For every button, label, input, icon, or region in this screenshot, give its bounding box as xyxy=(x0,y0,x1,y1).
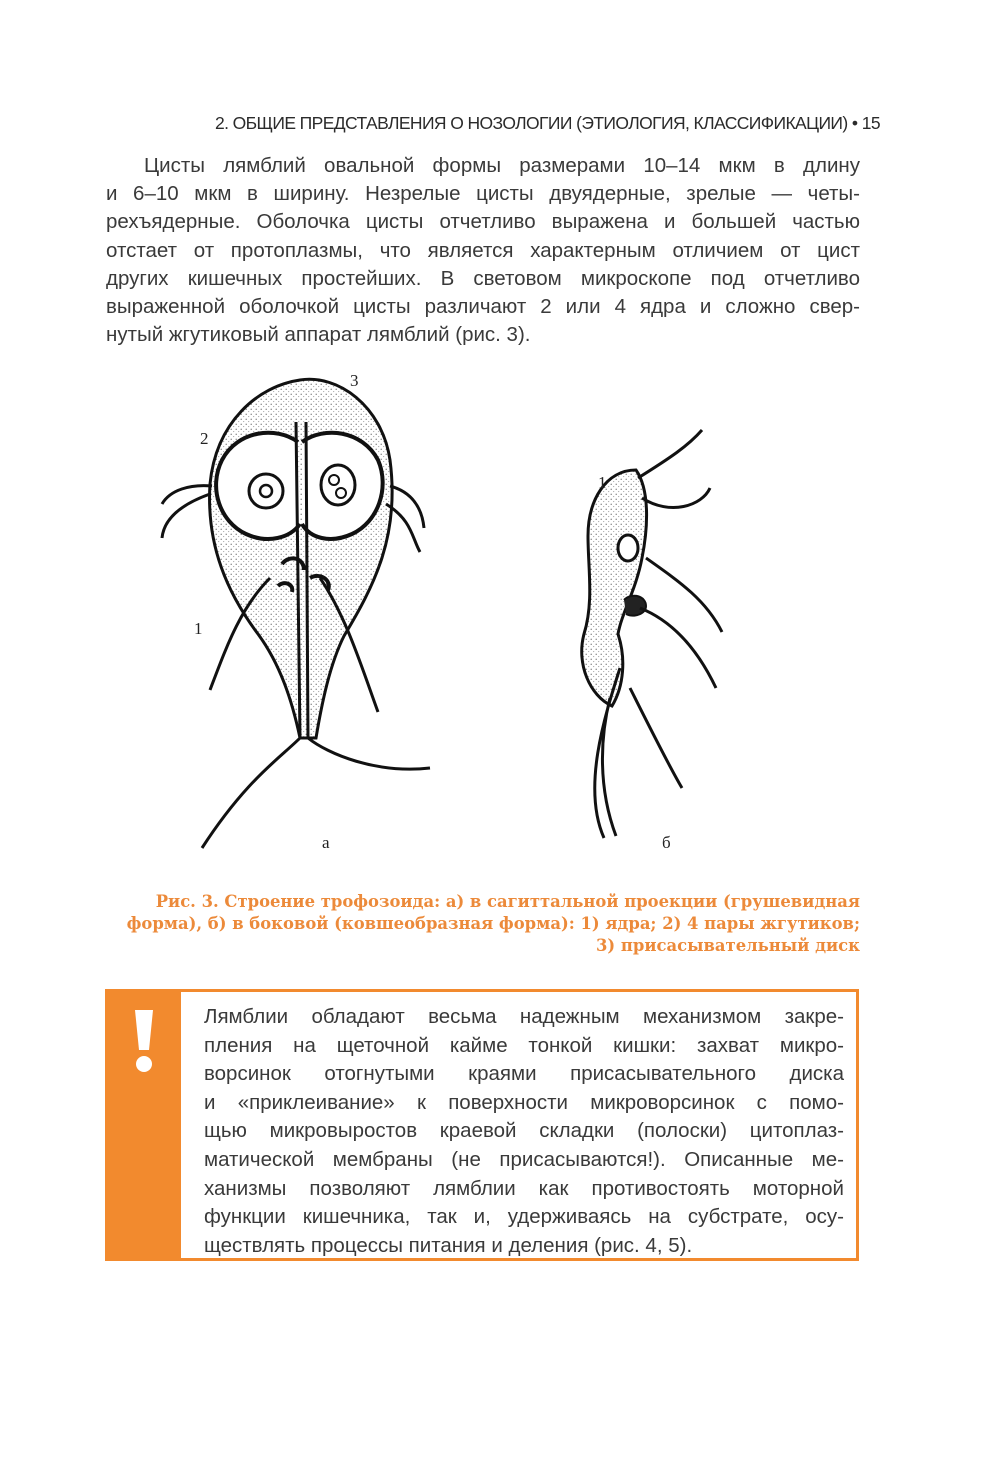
label-3: 3 xyxy=(350,371,359,390)
panel-a-letter: а xyxy=(322,833,330,852)
note-accent-bar xyxy=(108,992,181,1258)
note-line: пления на щеточной кайме тонкой кишки: захват микро- xyxy=(204,1033,844,1057)
note-line: ворсинок отогнутыми краями присасывательного диска xyxy=(204,1062,844,1086)
note-line: функции кишечника, так и, удерживаясь на субстрате, осу- xyxy=(204,1205,844,1229)
running-head: 2. ОБЩИЕ ПРЕДСТАВЛЕНИЯ О НОЗОЛОГИИ (ЭТИОЛОГИЯ, КЛАССИФИКАЦИИ) • 15 xyxy=(215,113,880,133)
cell-body-a xyxy=(210,379,393,738)
panel-a-drawing xyxy=(162,379,430,848)
panel-b-letter: б xyxy=(662,833,671,852)
note-line: матической мембраны (не присасываются!). Описанные ме- xyxy=(204,1147,844,1171)
paragraph-line: других кишечных простейших. В световом микроскопе под отчетливо xyxy=(106,266,860,290)
figure-caption xyxy=(106,891,860,957)
label-2: 2 xyxy=(200,429,209,448)
note-line: щью микровыростов краевой складки (полоски) цитоплаз- xyxy=(204,1119,844,1143)
paragraph-line: Цисты лямблий овальной формы размерами 10–14 мкм в длину xyxy=(144,154,860,177)
exclamation-icon xyxy=(126,1006,162,1076)
note-line: Лямблии обладают весьма надежным механизмом закре- xyxy=(204,1005,844,1028)
caption-line: Рис. 3. Строение трофозоида: а) в сагиттальной проекции (грушевидная xyxy=(155,892,860,911)
nucleus-right-a xyxy=(321,465,355,505)
nucleus-b xyxy=(618,535,638,561)
label-1-b: 1 xyxy=(598,473,607,492)
note-text xyxy=(204,1003,844,1260)
paragraph-line: выраженной оболочкой цисты различают 2 или 4 ядра и сложно свер- xyxy=(106,295,860,319)
paragraph-line: нутый жгутиковый аппарат лямблий (рис. 3). xyxy=(106,323,531,347)
trophozoite-illustration xyxy=(150,368,750,863)
note-line: ханизмы позволяют лямблии как противостоять моторной xyxy=(204,1176,844,1200)
paragraph-line: отстает от протоплазмы, что является характерным отличием от цист xyxy=(106,238,860,262)
caption-line: 3) присасывательный диск xyxy=(596,936,860,955)
cell-body-b xyxy=(582,470,647,706)
body-paragraph xyxy=(106,152,860,349)
note-line: ществлять процессы питания и деления (рис. 4, 5). xyxy=(204,1233,693,1257)
trophozoite-figure xyxy=(150,368,750,863)
label-1-a: 1 xyxy=(194,619,203,638)
nucleus-left-a xyxy=(249,474,283,508)
disc-b xyxy=(624,596,646,616)
note-line: и «приклеивание» к поверхности микроворсинок с помо- xyxy=(204,1090,844,1114)
caption-line: форма), б) в боковой (ковшеобразная форма): 1) ядра; 2) 4 пары жгутиков; xyxy=(126,914,860,933)
paragraph-line: рехъядерные. Оболочка цисты отчетливо выражена и большей частью xyxy=(106,210,860,234)
paragraph-line: и 6–10 мкм в ширину. Незрелые цисты двуядерные, зрелые — четы- xyxy=(106,182,860,206)
note-box xyxy=(105,989,859,1261)
